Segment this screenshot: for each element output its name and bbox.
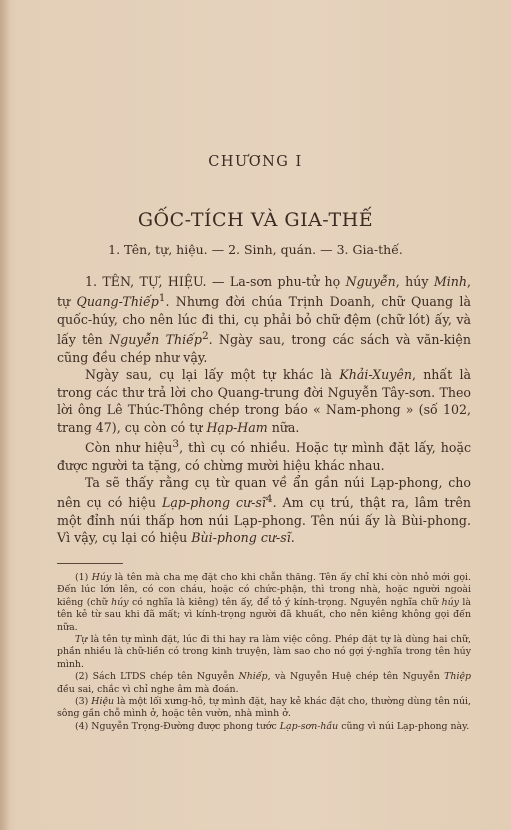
italic-run: Lạp-sơn-hầu <box>279 720 339 732</box>
page-edge-shadow <box>0 0 10 830</box>
italic-run: Thiệp <box>444 671 471 683</box>
italic-run: Nhiếp <box>238 671 268 683</box>
paragraph-2 <box>57 366 471 436</box>
italic-run: Bùi-phong cư-sĩ <box>191 530 291 546</box>
footnote-ref: 4 <box>265 493 273 506</box>
text-run: (1) <box>75 572 92 583</box>
italic-run: Hạp-Ham <box>206 419 268 435</box>
paragraph-1 <box>57 273 471 366</box>
italic-run: Minh <box>433 274 467 289</box>
footnote-1-continued <box>57 634 471 671</box>
paragraph-3 <box>57 436 471 474</box>
chapter-subtitle: 1. Tên, tự, hiệu. — 2. Sinh, quán. — 3. Gia-thế. <box>108 242 403 257</box>
text-run: là một lối xưng-hô, tự mình đặt, hay kẻ khác đặt cho, thường dùng tên núi, sông gần chỗ mình ở, hoặc tên vườn, nhà mình ở. <box>57 696 471 720</box>
italic-run: Nguyễn Thiếp <box>109 332 202 348</box>
text-run: . Am cụ trú, thật ra, lâm trên một đỉnh núi thấp hơn núi Lạp-phong. Tên núi ấy là Bùi-phong. Vì vậy, cụ lại có hiệu <box>57 495 471 546</box>
text-run: (4) Nguyễn Trọng-Đường được phong tước <box>75 720 280 732</box>
italic-run: Húy <box>91 572 112 583</box>
paragraph-4 <box>57 474 471 547</box>
text-run: có nghĩa là kiêng) tên ấy, để tỏ ý kính-trọng. Nguyên nghĩa chữ <box>128 596 442 608</box>
main-text <box>57 273 471 547</box>
italic-run: Lạp-phong cư-sĩ <box>161 495 266 511</box>
chapter-title: GỐC-TÍCH VÀ GIA-THẾ <box>137 209 374 231</box>
italic-run: Hiệu <box>91 696 115 708</box>
text-run: nữa. <box>267 419 300 435</box>
text-run: , thì cụ có nhiều. Hoặc tự mình đặt lấy, hoặc được người ta tặng, có chừng mười hiệu khác nhau. <box>57 440 472 473</box>
text-run: , tự <box>57 274 471 310</box>
italic-run: Tự <box>75 634 88 646</box>
text-run: . <box>290 530 295 546</box>
footnote-ref: 3 <box>172 438 180 451</box>
italic-run: Quang-Thiếp <box>76 294 159 310</box>
italic-run: húy <box>111 596 129 608</box>
italic-run: Khải-Xuyên <box>339 367 412 383</box>
text-run: là tên kẻ từ sau khi đã mất; vì kính-trọng người đã khuất, cho nên kiêng không gọi đến nữa. <box>57 596 471 633</box>
text-run: cũng vì núi Lạp-phong này. <box>338 720 470 732</box>
text-run: . Nhưng đời chúa Trịnh Doanh, chữ Quang là quốc-húy, cho nên lúc đi thi, cụ phải bỏ chữ đệm (chữ lót) ấy, và lấy tên <box>57 294 471 348</box>
text-run: đều sai, chắc vì chỉ nghe âm mà đoán. <box>57 683 239 695</box>
footnotes <box>57 572 471 733</box>
text-run: . Ngày sau, trong các sách và văn-kiện cũng đều chép như vậy. <box>57 332 471 365</box>
section-heading: 1. TÊN, TỰ, HIỆU. <box>85 274 207 289</box>
text-run: Còn như hiệu <box>85 440 173 456</box>
text-run: Ta sẽ thấy rằng cụ từ quan về ẩn gần núi Lạp-phong, cho nên cụ có hiệu <box>57 475 471 511</box>
text-run: (2) Sách LTDS chép tên Nguyễn <box>75 671 239 683</box>
text-run: Ngày sau, cụ lại lấy một tự khác là <box>85 367 340 383</box>
text-run: , và Nguyễn Huệ chép tên Nguyễn <box>267 671 445 683</box>
text-run: là tên mà cha mẹ đặt cho khi chẵn thăng. Tên ấy chỉ khi còn nhỏ mới gọi. Đến lúc lớn lên, có con cháu, hoặc có chức-phận, thì trong nhà, hoặc người ngoài kiêng (chữ <box>57 572 471 608</box>
text-run: (3) <box>75 696 92 708</box>
footnote-ref: 1 <box>158 292 166 305</box>
text-run: là tên tự mình đặt, lúc đi thi hay ra làm việc công. Phép đặt tự là dùng hai chữ, phần nhiều là chữ-liền có trong kinh truyện, làm sao cho nó gợi ý-nghĩa trong tên húy mình. <box>57 634 471 670</box>
footnote-divider <box>57 563 123 564</box>
text-run: — La-sơn phu-tử họ <box>206 274 346 289</box>
footnote-ref: 2 <box>201 330 209 343</box>
footnote-1 <box>57 572 471 634</box>
footnote-4 <box>57 721 471 733</box>
text-run: , húy <box>395 274 434 289</box>
text-run: , nhất là trong các thư trả lời cho Quang-trung đời Nguyễn Tây-sơn. Theo lời ông Lê Thúc-Thông chép trong báo « Nam-phong » (số 102, trang 47), cụ còn có tự <box>57 367 471 435</box>
footnote-2 <box>57 671 471 696</box>
italic-run: Nguyễn <box>345 274 396 289</box>
footnote-3 <box>57 696 471 721</box>
chapter-label: CHƯƠNG I <box>208 154 303 170</box>
italic-run: húy <box>441 596 459 608</box>
